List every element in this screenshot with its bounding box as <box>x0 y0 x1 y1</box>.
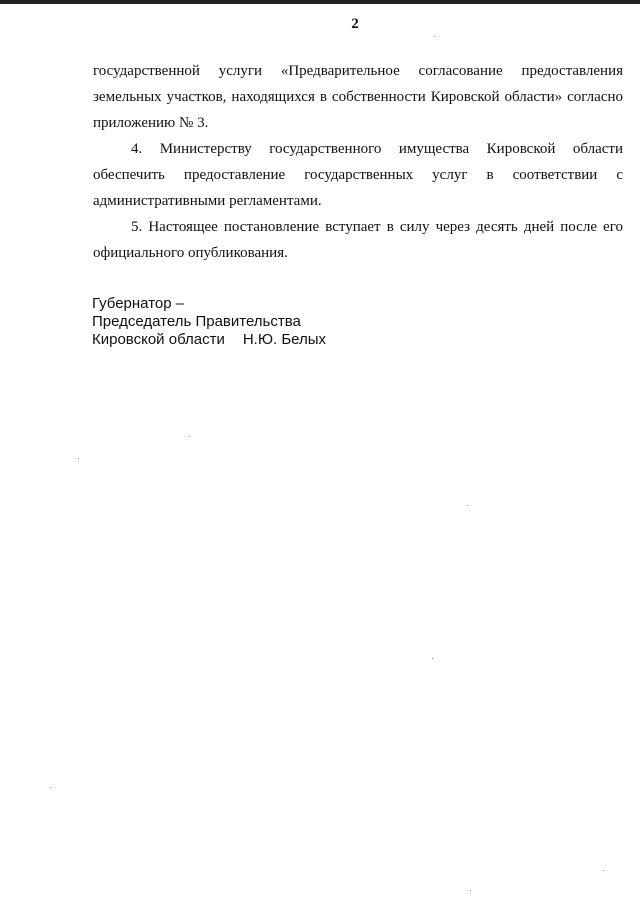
scan-speck <box>78 458 79 459</box>
scan-top-border <box>0 0 640 4</box>
scan-speck <box>467 505 468 506</box>
signature-block <box>92 295 326 349</box>
scan-speck <box>434 36 435 37</box>
signatory-name: Н.Ю. Белых <box>242 331 327 348</box>
document-body <box>93 58 623 266</box>
signature-region: Кировской области <box>92 331 225 348</box>
scan-speck <box>50 787 51 788</box>
paragraph-item-4: 4. Министерству государственного имущества Кировской области обеспечить предоставление государственных услуг в соответствии с административными регламентами. <box>93 141 623 209</box>
signature-title-governor: Губернатор – <box>92 295 185 312</box>
scan-speck <box>432 658 433 659</box>
scan-speck <box>470 890 471 891</box>
page-number: 2 <box>351 16 359 32</box>
paragraph-item-5: 5. Настоящее постановление вступает в силу через десять дней после его официального опубликования. <box>93 219 623 261</box>
paragraph-continuation: государственной услуги «Предварительное согласование предоставления земельных участков, находящихся в собственности Кировской области» согласно приложению № 3. <box>93 63 623 131</box>
scan-speck <box>189 436 190 437</box>
signature-region-line <box>92 331 326 349</box>
signature-title-chairman: Председатель Правительства <box>92 313 301 330</box>
scan-speck <box>603 870 604 871</box>
